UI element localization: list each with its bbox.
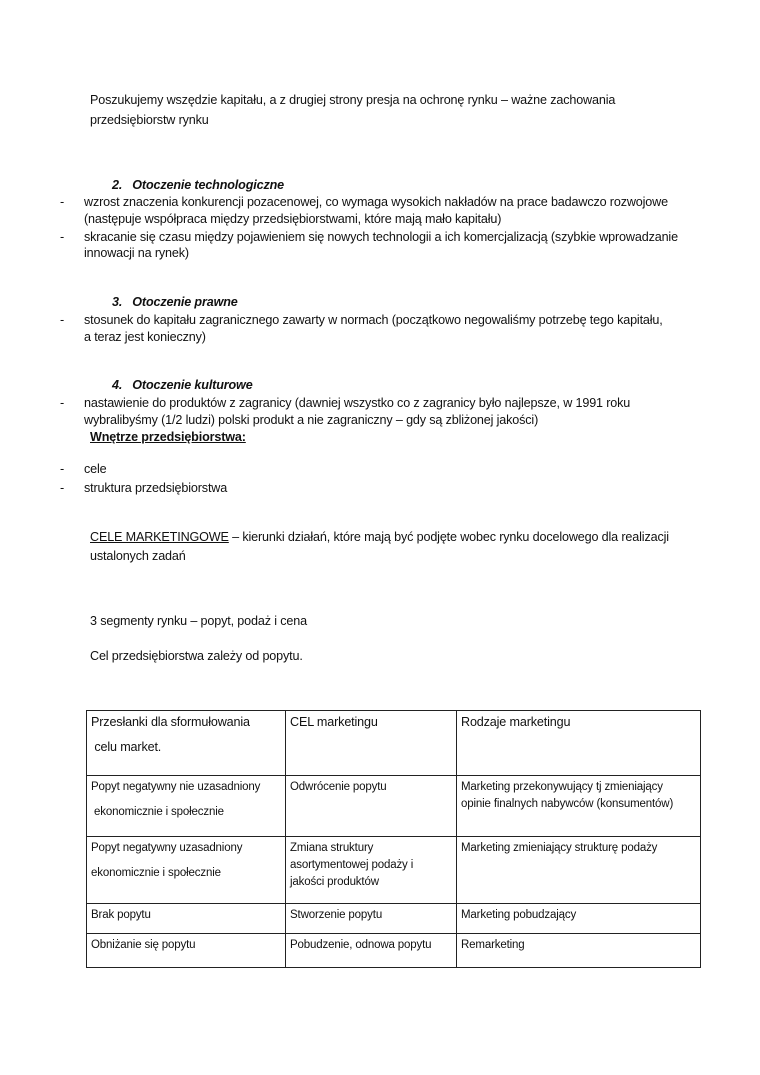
table-cell: Marketing pobudzający xyxy=(457,904,701,934)
text-line: innowacji na rynek) xyxy=(84,246,189,260)
table-row xyxy=(87,776,701,837)
intro-line: przedsiębiorstw rynku xyxy=(90,113,209,127)
text-line: a teraz jest konieczny) xyxy=(84,330,206,344)
header-cell: Przesłanki dla sformułowania celu market. xyxy=(87,711,286,776)
table-cell: Marketing przekonywujący tj zmieniający opinie finalnych nabywców (konsumentów) xyxy=(457,776,701,837)
list-item: cele xyxy=(84,462,107,476)
header-cell: CEL marketingu xyxy=(286,711,457,776)
table-cell: Brak popytu xyxy=(87,904,286,934)
text-line: nastawienie do produktów z zagranicy (dawniej wszystko co z zagranicy było najlepsze, w 1991 roku xyxy=(84,396,631,410)
text-line: 3 segmenty rynku – popyt, podaż i cena xyxy=(90,614,307,628)
bullet-dash: - xyxy=(60,481,65,495)
bullet-dash: - xyxy=(60,195,65,209)
bullet-dash: - xyxy=(60,396,65,410)
section-heading: 2. Otoczenie technologiczne xyxy=(112,178,284,192)
text-line: stosunek do kapitału zagranicznego zawarty w normach (początkowo negowaliśmy potrzebę tego kapitału, xyxy=(84,313,663,327)
table-header-row xyxy=(87,711,701,776)
table-cell: Stworzenie popytu xyxy=(286,904,457,934)
table-cell: Odwrócenie popytu xyxy=(286,776,457,837)
table-cell: Zmiana struktury asortymentowej podaży i jakości produktów xyxy=(286,837,457,904)
text-line: ustalonych zadań xyxy=(90,549,186,563)
goals-definition: CELE MARKETINGOWE – kierunki działań, które mają być podjęte wobec rynku docelowego dla realizacji xyxy=(90,530,669,544)
section-heading: 3. Otoczenie prawne xyxy=(112,295,238,309)
table-cell: Popyt negatywny uzasadniony ekonomicznie i społecznie xyxy=(87,837,286,904)
bullet-dash: - xyxy=(60,230,65,244)
text-line: Cel przedsiębiorstwa zależy od popytu. xyxy=(90,649,303,663)
text-line: wzrost znaczenia konkurencji pozacenowej, co wymaga wysokich nakładów na prace badawczo rozwojowe xyxy=(84,195,668,209)
text-line: skracanie się czasu między pojawieniem się nowych technologii a ich komercjalizacją (szybkie wprowadzanie xyxy=(84,230,678,244)
bullet-dash: - xyxy=(60,462,65,476)
table-cell: Remarketing xyxy=(457,934,701,968)
table-row xyxy=(87,934,701,968)
text-line: (następuje współpraca między przedsiębiorstwami, które mają mało kapitału) xyxy=(84,212,502,226)
intro-line: Poszukujemy wszędzie kapitału, a z drugiej strony presja na ochronę rynku – ważne zachowania xyxy=(90,93,616,107)
table-cell: Pobudzenie, odnowa popytu xyxy=(286,934,457,968)
bullet-dash: - xyxy=(60,313,65,327)
table-cell: Marketing zmieniający strukturę podaży xyxy=(457,837,701,904)
text-line: wybralibyśmy (1/2 ludzi) polski produkt a nie zagraniczny – gdy są zbliżonej jakości) xyxy=(84,413,539,427)
table-cell: Popyt negatywny nie uzasadniony ekonomicznie i społecznie xyxy=(87,776,286,837)
marketing-table xyxy=(86,710,701,968)
section-heading: 4. Otoczenie kulturowe xyxy=(112,378,253,392)
list-item: struktura przedsiębiorstwa xyxy=(84,481,228,495)
table-cell: Obniżanie się popytu xyxy=(87,934,286,968)
table-row xyxy=(87,837,701,904)
interior-heading: Wnętrze przedsiębiorstwa: xyxy=(90,430,246,444)
table-row xyxy=(87,904,701,934)
header-cell: Rodzaje marketingu xyxy=(457,711,701,776)
